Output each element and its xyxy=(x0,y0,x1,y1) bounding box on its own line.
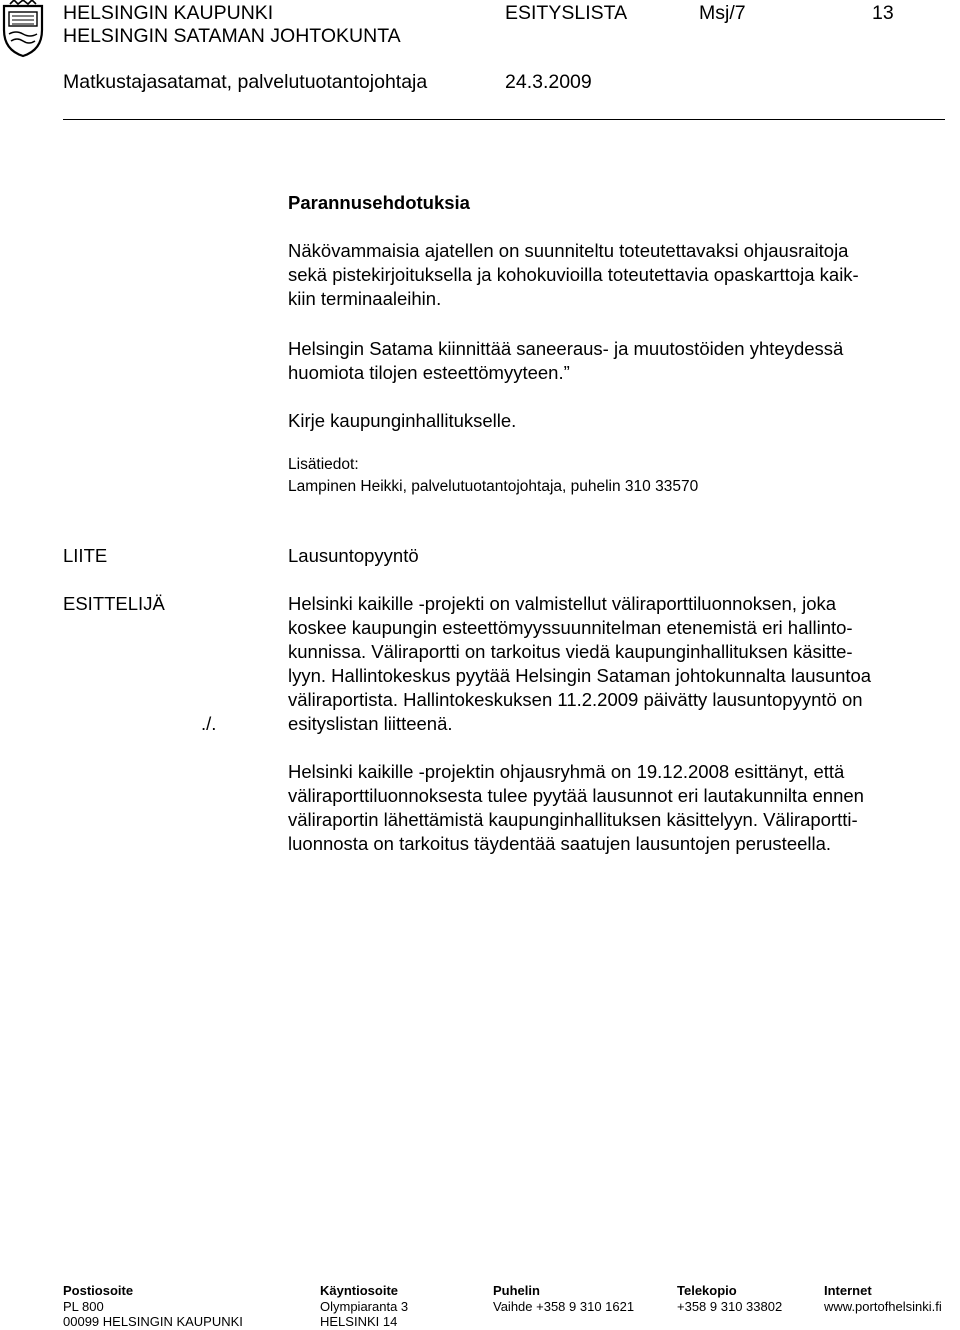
helsinki-crest-icon xyxy=(0,0,46,58)
section-title: Parannusehdotuksia xyxy=(288,192,470,213)
header-page-number: 13 xyxy=(872,2,894,24)
text-line: luonnosta on tarkoitus täydentää saatujen lausuntojen perusteella. xyxy=(288,833,832,854)
esittelija-label: ESITTELIJÄ xyxy=(63,593,165,614)
footer-visiting-heading: Käyntiosoite xyxy=(320,1283,399,1298)
liite-label: LIITE xyxy=(63,545,108,566)
attachment-marker: ./. xyxy=(201,713,217,734)
footer-postal-line2: 00099 HELSINGIN KAUPUNKI xyxy=(63,1314,243,1329)
header-reference: Msj/7 xyxy=(699,2,746,24)
text-line: kunnissa. Väliraportti on tarkoitus viedä kaupunginhallituksen käsitte- xyxy=(288,641,853,662)
text-line: kiin terminaaleihin. xyxy=(288,288,442,309)
text-line: esityslistan liitteenä. xyxy=(288,713,453,734)
info-label: Lisätiedot: xyxy=(288,456,359,473)
footer-postal-heading: Postiosoite xyxy=(63,1283,134,1298)
footer-internet-heading: Internet xyxy=(824,1283,872,1298)
footer-phone-heading: Puhelin xyxy=(493,1283,540,1298)
item-paragraph-2 xyxy=(288,760,864,856)
section-paragraph-3: Kirje kaupunginhallitukselle. xyxy=(288,410,517,431)
text-line: väliraportin lähettämistä kaupunginhallituksen käsittelyyn. Väliraportti- xyxy=(288,809,858,830)
text-line: sekä pistekirjoituksella ja kohokuvioilla toteutettavia opaskarttoja kaik- xyxy=(288,264,859,285)
header-subject: Matkustajasatamat, palvelutuotantojohtaja xyxy=(63,71,428,93)
header-date: 24.3.2009 xyxy=(505,71,592,93)
footer-fax-line1: +358 9 310 33802 xyxy=(677,1299,783,1314)
footer-website-link[interactable]: www.portofhelsinki.fi xyxy=(824,1299,942,1314)
text-line: lyyn. Hallintokeskus pyytää Helsingin Sataman johtokunnalta lausuntoa xyxy=(288,665,872,686)
section-paragraph-2 xyxy=(288,337,843,385)
item-paragraph-1 xyxy=(288,592,871,736)
text-line: Näkövammaisia ajatellen on suunniteltu toteutettavaksi ohjausraitoja xyxy=(288,240,849,261)
header-organization: HELSINGIN SATAMAN JOHTOKUNTA xyxy=(63,25,401,47)
text-line: huomiota tilojen esteettömyyteen.” xyxy=(288,362,570,383)
footer-fax-heading: Telekopio xyxy=(677,1283,737,1298)
footer-visiting-line2: HELSINKI 14 xyxy=(320,1314,398,1329)
text-line: väliraporttiluonnoksesta tulee pyytää lausunnot eri lautakunnilta ennen xyxy=(288,785,864,806)
liite-value: Lausuntopyyntö xyxy=(288,545,419,566)
footer-visiting-line1: Olympiaranta 3 xyxy=(320,1299,409,1314)
text-line: Helsinki kaikille -projekti on valmistellut väliraporttiluonnoksen, joka xyxy=(288,593,837,614)
text-line: väliraportista. Hallintokeskuksen 11.2.2009 päivätty lausuntopyyntö on xyxy=(288,689,863,710)
text-line: Helsinki kaikille -projektin ohjausryhmä on 19.12.2008 esittänyt, että xyxy=(288,761,845,782)
info-contact: Lampinen Heikki, palvelutuotantojohtaja, puhelin 310 33570 xyxy=(288,478,699,495)
text-line: Helsingin Satama kiinnittää saneeraus- ja muutostöiden yhteydessä xyxy=(288,338,844,359)
footer-postal-line1: PL 800 xyxy=(63,1299,104,1314)
footer-phone-line1: Vaihde +358 9 310 1621 xyxy=(493,1299,635,1314)
header-document-type: ESITYSLISTA xyxy=(505,2,628,24)
header-city: HELSINGIN KAUPUNKI xyxy=(63,2,274,24)
header-divider xyxy=(63,119,945,120)
section-paragraph-1 xyxy=(288,239,859,311)
text-line: koskee kaupungin esteettömyyssuunnitelman etenemistä eri hallinto- xyxy=(288,617,853,638)
